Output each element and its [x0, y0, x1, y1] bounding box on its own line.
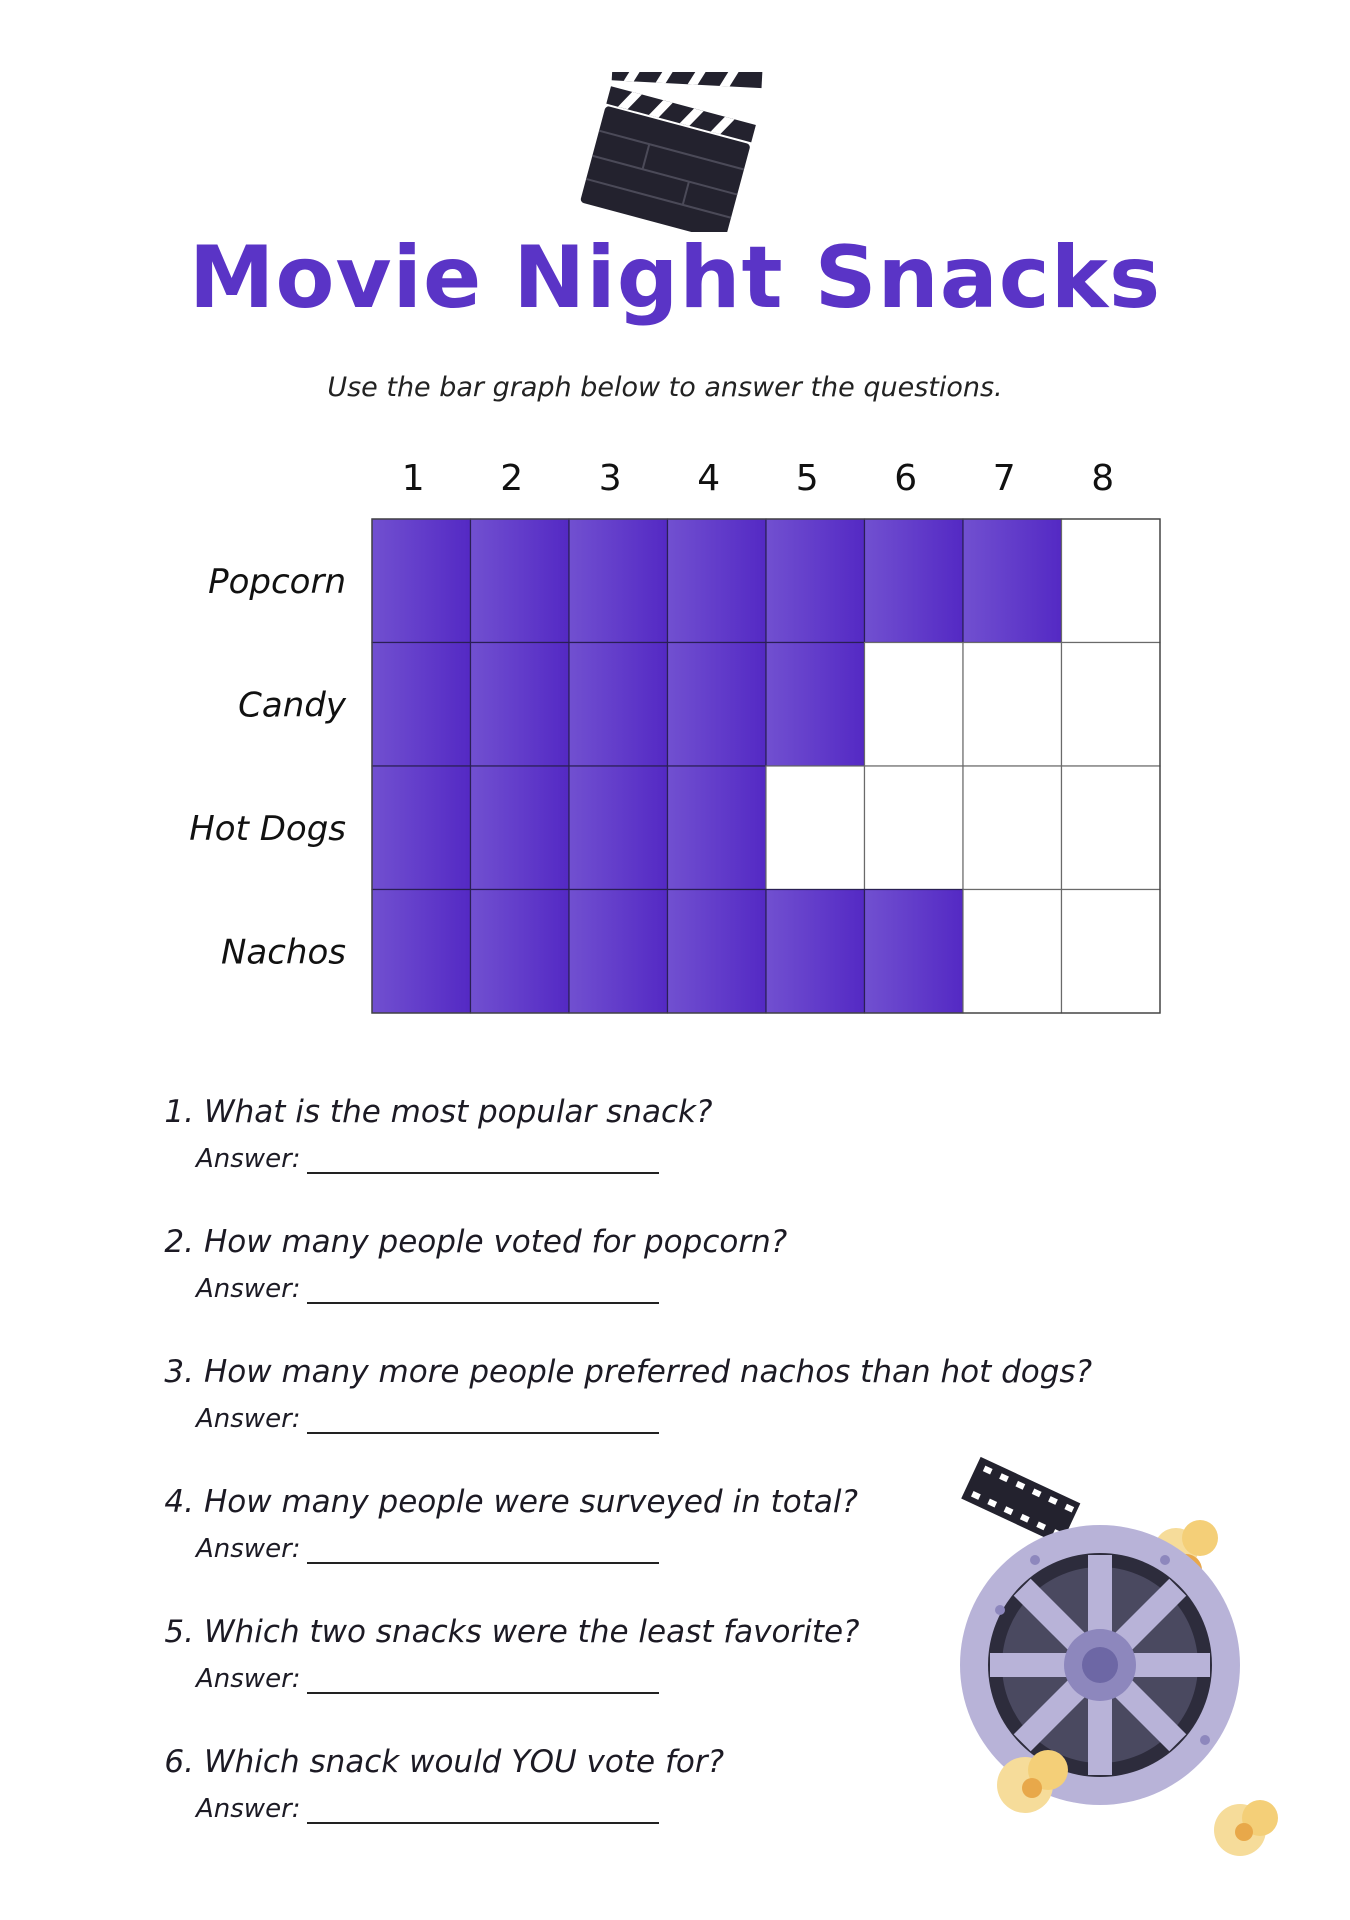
category-label: Candy	[238, 685, 346, 726]
answer-label: Answer:	[196, 1534, 301, 1564]
question-number: 2.	[164, 1224, 194, 1260]
answer-label: Answer:	[196, 1144, 301, 1174]
answer-blank[interactable]	[307, 1534, 659, 1564]
question-text: How many people voted for popcorn?	[204, 1224, 788, 1260]
category-label: Hot Dogs	[189, 808, 346, 849]
question-text: How many more people preferred nachos than hot dogs?	[204, 1354, 1093, 1390]
grid-cell	[1062, 766, 1161, 890]
page-subtitle: Use the bar graph below to answer the questions.	[327, 372, 1003, 403]
question-number: 1.	[164, 1094, 194, 1130]
film-reel-icon	[940, 1450, 1300, 1870]
question-number: 3.	[164, 1354, 194, 1390]
question-number: 4.	[164, 1484, 194, 1520]
bar-cell	[766, 890, 865, 1014]
bar-chart	[0, 450, 1350, 1030]
question-number: 6.	[164, 1744, 194, 1780]
question-text: Which two snacks were the least favorite?	[204, 1614, 860, 1650]
x-tick-label: 1	[401, 458, 425, 499]
grid-cell	[1062, 890, 1161, 1014]
x-tick-label: 8	[1091, 458, 1115, 499]
clapperboard-icon	[578, 72, 764, 232]
question-text: How many people were surveyed in total?	[204, 1484, 858, 1520]
bar-cell	[372, 519, 471, 643]
bar-cell	[471, 890, 570, 1014]
grid-cell	[963, 643, 1062, 767]
bar-cell	[372, 890, 471, 1014]
question-text: Which snack would YOU vote for?	[204, 1744, 725, 1780]
x-tick-label: 5	[795, 458, 819, 499]
answer-blank[interactable]	[307, 1144, 659, 1174]
bar-cell	[668, 766, 767, 890]
bar-cell	[569, 643, 668, 767]
answer-blank[interactable]	[307, 1664, 659, 1694]
bar-cell	[865, 890, 964, 1014]
question-text: What is the most popular snack?	[204, 1094, 713, 1130]
bar-cell	[471, 643, 570, 767]
question-number: 5.	[164, 1614, 194, 1650]
answer-blank[interactable]	[307, 1404, 659, 1434]
grid-cell	[865, 643, 964, 767]
bar-cell	[372, 766, 471, 890]
bar-cell	[865, 519, 964, 643]
bar-cell	[372, 643, 471, 767]
bar-cell	[668, 519, 767, 643]
grid-cell	[766, 766, 865, 890]
grid-cell	[1062, 519, 1161, 643]
answer-blank[interactable]	[307, 1274, 659, 1304]
answer-label: Answer:	[196, 1274, 301, 1304]
page-title: Movie Night Snacks	[188, 228, 1162, 328]
answer-blank[interactable]	[307, 1794, 659, 1824]
bar-cell	[471, 766, 570, 890]
bar-cell	[963, 519, 1062, 643]
answer-label: Answer:	[196, 1404, 301, 1434]
bar-cell	[668, 890, 767, 1014]
bar-cell	[471, 519, 570, 643]
x-tick-label: 2	[500, 458, 524, 499]
bar-cell	[766, 519, 865, 643]
x-tick-label: 7	[992, 458, 1016, 499]
x-tick-label: 4	[697, 458, 721, 499]
question-1	[148, 1092, 1148, 1222]
grid-cell	[963, 890, 1062, 1014]
x-tick-label: 3	[598, 458, 622, 499]
bar-cell	[569, 519, 668, 643]
bar-cell	[569, 766, 668, 890]
x-tick-label: 6	[894, 458, 918, 499]
answer-label: Answer:	[196, 1794, 301, 1824]
bar-cell	[569, 890, 668, 1014]
answer-label: Answer:	[196, 1664, 301, 1694]
question-2	[148, 1222, 1148, 1352]
bar-cell	[766, 643, 865, 767]
category-label: Popcorn	[208, 561, 346, 602]
grid-cell	[1062, 643, 1161, 767]
grid-cell	[963, 766, 1062, 890]
category-label: Nachos	[220, 932, 346, 973]
grid-cell	[865, 766, 964, 890]
bar-cell	[668, 643, 767, 767]
popcorn-icon	[1214, 1800, 1278, 1856]
